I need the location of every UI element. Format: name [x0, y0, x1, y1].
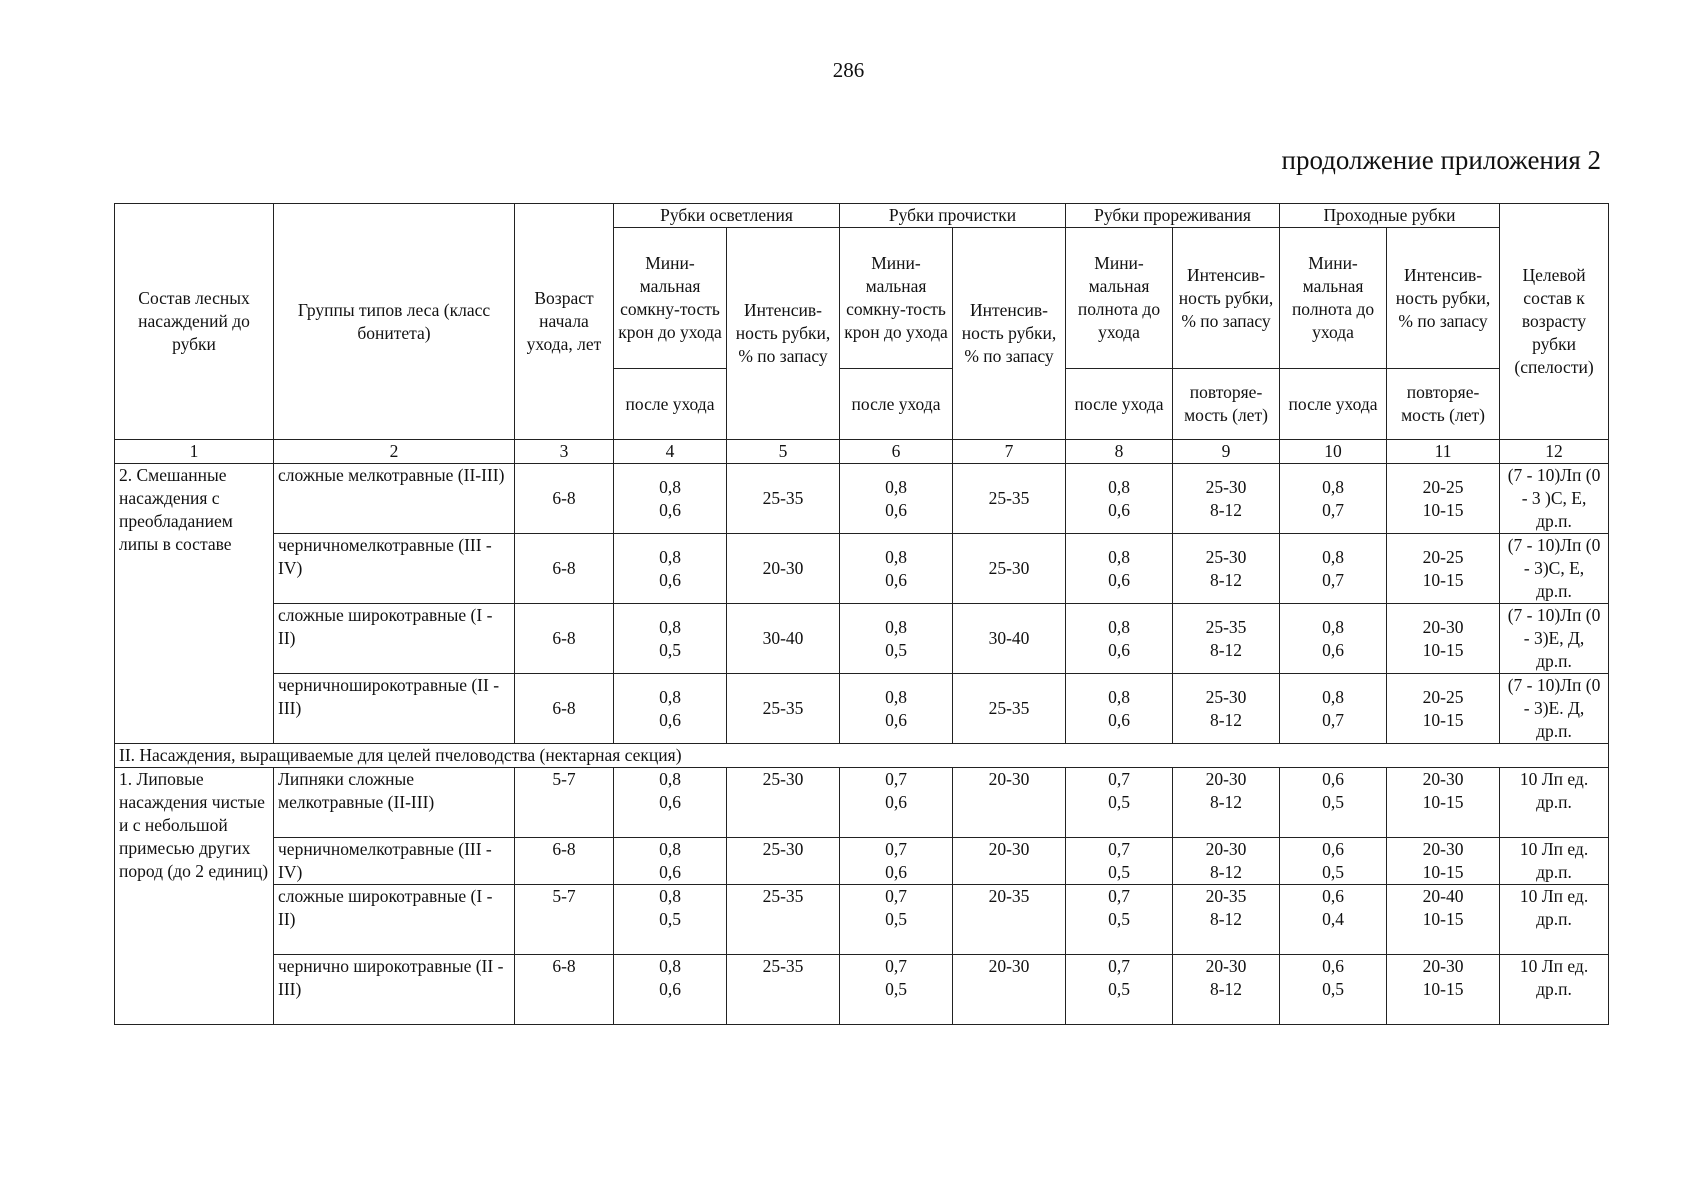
value-line: 0,6	[659, 979, 681, 999]
value-line: 20-30	[1422, 956, 1464, 976]
header-forest-groups: Группы типов леса (класс бонитета)	[274, 204, 515, 440]
section-title-row	[115, 744, 1609, 768]
value-cell	[1173, 604, 1280, 674]
value-cell	[1173, 534, 1280, 604]
start-age-cell: 6-8	[515, 674, 614, 744]
column-number: 9	[1173, 440, 1280, 464]
value-cell	[727, 838, 840, 885]
start-age-cell: 5-7	[515, 768, 614, 838]
value-cell	[840, 838, 953, 885]
value-line: 0,6	[659, 709, 681, 730]
value-line: 0,8	[1322, 546, 1344, 567]
value-line: 0,7	[885, 769, 907, 789]
table-body	[115, 464, 1609, 1025]
header-target: Целевой состав к возрасту рубки (спелости)	[1500, 204, 1609, 440]
value-line: 0,8	[659, 476, 681, 497]
value-cell	[840, 768, 953, 838]
header-repeatability: повторяе-мость (лет)	[1173, 369, 1280, 440]
value-cell	[1066, 838, 1173, 885]
value-line: 0,8	[1322, 616, 1344, 637]
value-line: 8-12	[1209, 639, 1243, 660]
value-cell	[1387, 534, 1500, 604]
value-line: 0,5	[1108, 979, 1130, 999]
header-composition: Состав лесных насаждений до рубки	[115, 204, 274, 440]
composition-cell: 2. Смешанные насаждения с преобладанием липы в составе	[115, 464, 274, 744]
value-cell	[727, 955, 840, 1025]
value-line: 20-25	[1422, 476, 1464, 497]
header-after-care: после ухода	[1066, 369, 1173, 440]
forest-group-cell: черничномелкотравные (III - IV)	[274, 534, 515, 604]
header-intensity: Интенсив-ность рубки, % по запасу	[727, 228, 840, 440]
value-cell	[840, 885, 953, 955]
value-cell	[1173, 464, 1280, 534]
table-row	[115, 464, 1609, 534]
forest-group-cell: Липняки сложные мелкотравные (II-III)	[274, 768, 515, 838]
value-line: 0,8	[659, 686, 681, 707]
value-line: 10-15	[1422, 909, 1464, 929]
value-line: 25-35	[762, 886, 804, 906]
value-line: 0,8	[659, 839, 681, 859]
page-number: 286	[832, 58, 865, 82]
value-line: 0,5	[1108, 792, 1130, 812]
value-line: 0,6	[1322, 886, 1344, 906]
value-cell	[1387, 955, 1500, 1025]
forest-group-cell: сложные мелкотравные (II-III)	[274, 464, 515, 534]
value-cell	[1066, 955, 1173, 1025]
value-cell	[614, 768, 727, 838]
column-number: 12	[1500, 440, 1609, 464]
forest-group-cell: черничномелкотравные (III - IV)	[274, 838, 515, 885]
value-line: 0,5	[1322, 792, 1344, 812]
value-cell	[727, 464, 840, 534]
value-line: 30-40	[988, 628, 1030, 648]
value-line: 0,5	[1108, 862, 1130, 882]
value-cell	[614, 604, 727, 674]
value-cell	[1280, 464, 1387, 534]
value-line: 0,6	[1108, 639, 1130, 660]
table-row	[115, 885, 1609, 955]
value-line: 25-30	[1205, 546, 1247, 567]
value-cell	[953, 838, 1066, 885]
column-number: 8	[1066, 440, 1173, 464]
value-line: 20-30	[1422, 769, 1464, 789]
value-line: 0,8	[885, 546, 907, 567]
value-cell	[727, 604, 840, 674]
start-age-cell: 6-8	[515, 838, 614, 885]
value-cell	[1387, 885, 1500, 955]
value-line: 20-30	[988, 769, 1030, 789]
section-title: II. Насаждения, выращиваемые для целей пчеловодства (нектарная секция)	[115, 744, 1609, 768]
value-line: 0,8	[1108, 686, 1130, 707]
value-cell	[614, 674, 727, 744]
forest-group-cell: чернично широкотравные (II - III)	[274, 955, 515, 1025]
value-cell	[1173, 955, 1280, 1025]
value-line: 0,8	[1108, 476, 1130, 497]
value-cell	[1387, 674, 1500, 744]
value-line: 0,4	[1322, 909, 1344, 929]
value-line: 0,7	[885, 956, 907, 976]
value-cell	[614, 464, 727, 534]
header-group-passage: Проходные рубки	[1280, 204, 1500, 228]
value-line: 0,8	[1322, 476, 1344, 497]
value-line: 25-35	[988, 488, 1030, 508]
table-row	[115, 674, 1609, 744]
value-cell	[840, 464, 953, 534]
value-cell	[727, 534, 840, 604]
value-cell	[953, 955, 1066, 1025]
header-after-care: после ухода	[840, 369, 953, 440]
value-line: 0,6	[885, 499, 907, 520]
composition-cell: 1. Липовые насаждения чистые и с небольшой примесью других пород (до 2 единиц)	[115, 768, 274, 1025]
value-line: 0,6	[885, 862, 907, 882]
value-cell	[1173, 885, 1280, 955]
value-line: 20-30	[1205, 769, 1247, 789]
value-line: 0,7	[885, 886, 907, 906]
value-line: 20-30	[1205, 956, 1247, 976]
value-line: 10-15	[1422, 709, 1464, 730]
value-line: 20-30	[1422, 616, 1464, 637]
value-line: 0,6	[659, 792, 681, 812]
value-line: 8-12	[1209, 792, 1243, 812]
value-cell	[1173, 768, 1280, 838]
value-line: 0,7	[1322, 709, 1344, 730]
value-line: 0,5	[885, 979, 907, 999]
column-number: 3	[515, 440, 614, 464]
target-composition-cell: (7 - 10)Лп (0 - 3)Е. Д, др.п.	[1500, 674, 1609, 744]
value-line: 0,6	[885, 569, 907, 590]
appendix-title: продолжение приложения 2	[1281, 145, 1601, 175]
target-composition-cell: (7 - 10)Лп (0 - 3)Е, Д, др.п.	[1500, 604, 1609, 674]
target-composition-cell: 10 Лп ед. др.п.	[1500, 768, 1609, 838]
value-line: 25-35	[762, 956, 804, 976]
value-line: 0,6	[1322, 769, 1344, 789]
header-after-care: после ухода	[614, 369, 727, 440]
value-cell	[1066, 768, 1173, 838]
value-line: 8-12	[1209, 499, 1243, 520]
column-number: 1	[115, 440, 274, 464]
value-line: 0,5	[1108, 909, 1130, 929]
value-line: 20-30	[988, 839, 1030, 859]
header-min-density: Мини-мальная полнота до ухода	[1280, 228, 1387, 369]
value-line: 0,8	[659, 886, 681, 906]
value-cell	[1173, 838, 1280, 885]
value-line: 0,5	[659, 909, 681, 929]
value-cell	[1066, 885, 1173, 955]
column-number: 10	[1280, 440, 1387, 464]
value-line: 0,7	[1108, 839, 1130, 859]
value-cell	[840, 674, 953, 744]
value-line: 20-35	[1205, 886, 1247, 906]
value-line: 0,7	[885, 839, 907, 859]
value-line: 20-30	[1422, 839, 1464, 859]
value-line: 20-30	[1205, 839, 1247, 859]
value-line: 10-15	[1422, 639, 1464, 660]
value-cell	[1387, 838, 1500, 885]
table-row	[115, 838, 1609, 885]
value-line: 20-30	[762, 558, 804, 578]
column-number: 2	[274, 440, 515, 464]
header-min-crown: Мини-мальная сомкну-тость крон до ухода	[614, 228, 727, 369]
value-line: 8-12	[1209, 569, 1243, 590]
value-line: 0,7	[1108, 956, 1130, 976]
value-line: 0,8	[659, 616, 681, 637]
value-line: 0,6	[1322, 956, 1344, 976]
header-group-clearing: Рубки осветления	[614, 204, 840, 228]
value-line: 25-30	[762, 839, 804, 859]
value-line: 8-12	[1209, 709, 1243, 730]
table-row	[115, 955, 1609, 1025]
value-cell	[1280, 604, 1387, 674]
target-composition-cell: (7 - 10)Лп (0 - 3)С, Е, др.п.	[1500, 534, 1609, 604]
value-line: 0,8	[659, 956, 681, 976]
value-line: 0,8	[1108, 546, 1130, 567]
value-line: 0,5	[885, 639, 907, 660]
value-cell	[614, 838, 727, 885]
value-line: 20-25	[1422, 686, 1464, 707]
value-line: 10-15	[1422, 792, 1464, 812]
column-number: 7	[953, 440, 1066, 464]
value-line: 10-15	[1422, 979, 1464, 999]
table-row	[115, 604, 1609, 674]
header-min-density: Мини-мальная полнота до ухода	[1066, 228, 1173, 369]
value-line: 0,8	[885, 616, 907, 637]
value-cell	[1387, 604, 1500, 674]
column-number: 6	[840, 440, 953, 464]
column-number: 11	[1387, 440, 1500, 464]
value-cell	[1066, 534, 1173, 604]
value-line: 10-15	[1422, 862, 1464, 882]
value-line: 0,5	[885, 909, 907, 929]
value-line: 0,6	[659, 862, 681, 882]
value-line: 0,6	[885, 792, 907, 812]
target-composition-cell: 10 Лп ед. др.п.	[1500, 838, 1609, 885]
value-line: 8-12	[1209, 979, 1243, 999]
value-cell	[1066, 464, 1173, 534]
value-line: 0,6	[1322, 639, 1344, 660]
value-cell	[1280, 768, 1387, 838]
value-cell	[1280, 955, 1387, 1025]
value-line: 0,5	[1322, 979, 1344, 999]
header-intensity: Интенсив-ность рубки, % по запасу	[953, 228, 1066, 440]
column-numbers-row	[115, 440, 1609, 464]
target-composition-cell: 10 Лп ед. др.п.	[1500, 955, 1609, 1025]
value-line: 0,7	[1322, 499, 1344, 520]
value-line: 10-15	[1422, 499, 1464, 520]
value-line: 20-35	[988, 886, 1030, 906]
value-line: 0,8	[659, 769, 681, 789]
forest-group-cell: сложные широкотравные (I - II)	[274, 604, 515, 674]
start-age-cell: 6-8	[515, 464, 614, 534]
value-cell	[840, 604, 953, 674]
value-cell	[614, 534, 727, 604]
value-line: 25-35	[762, 698, 804, 718]
value-line: 25-35	[762, 488, 804, 508]
header-intensity: Интенсив-ность рубки, % по запасу	[1173, 228, 1280, 369]
column-number: 4	[614, 440, 727, 464]
header-min-crown: Мини-мальная сомкну-тость крон до ухода	[840, 228, 953, 369]
value-cell	[727, 768, 840, 838]
header-repeatability: повторяе-мость (лет)	[1387, 369, 1500, 440]
header-after-care: после ухода	[1280, 369, 1387, 440]
value-cell	[840, 534, 953, 604]
value-cell	[953, 768, 1066, 838]
header-intensity: Интенсив-ность рубки, % по запасу	[1387, 228, 1500, 369]
value-cell	[1280, 674, 1387, 744]
value-line: 0,8	[1108, 616, 1130, 637]
value-line: 0,8	[885, 686, 907, 707]
value-line: 0,7	[1322, 569, 1344, 590]
value-cell	[953, 464, 1066, 534]
value-cell	[953, 534, 1066, 604]
value-line: 0,5	[1322, 862, 1344, 882]
table-row	[115, 534, 1609, 604]
value-cell	[1387, 464, 1500, 534]
forest-care-table	[114, 203, 1609, 1025]
value-cell	[840, 955, 953, 1025]
value-cell	[1066, 674, 1173, 744]
target-composition-cell: 10 Лп ед. др.п.	[1500, 885, 1609, 955]
value-cell	[1280, 534, 1387, 604]
value-line: 0,6	[1108, 499, 1130, 520]
value-line: 0,7	[1108, 769, 1130, 789]
value-line: 25-30	[1205, 686, 1247, 707]
start-age-cell: 6-8	[515, 534, 614, 604]
value-line: 0,8	[659, 546, 681, 567]
value-cell	[1280, 838, 1387, 885]
target-composition-cell: (7 - 10)Лп (0 - 3 )С, Е, др.п.	[1500, 464, 1609, 534]
header-group-cleaning: Рубки прочистки	[840, 204, 1066, 228]
value-cell	[1387, 768, 1500, 838]
value-line: 0,5	[659, 639, 681, 660]
value-cell	[953, 885, 1066, 955]
start-age-cell: 6-8	[515, 955, 614, 1025]
value-line: 25-30	[988, 558, 1030, 578]
value-line: 30-40	[762, 628, 804, 648]
value-cell	[953, 604, 1066, 674]
value-line: 0,6	[659, 569, 681, 590]
forest-group-cell: сложные широкотравные (I - II)	[274, 885, 515, 955]
table-row	[115, 768, 1609, 838]
value-line: 10-15	[1422, 569, 1464, 590]
header-group-thinning: Рубки прореживания	[1066, 204, 1280, 228]
value-line: 0,8	[885, 476, 907, 497]
column-number: 5	[727, 440, 840, 464]
value-line: 0,8	[1322, 686, 1344, 707]
value-line: 0,7	[1108, 886, 1130, 906]
value-line: 25-30	[762, 769, 804, 789]
header-start-age: Возраст начала ухода, лет	[515, 204, 614, 440]
value-line: 0,6	[885, 709, 907, 730]
value-line: 0,6	[1322, 839, 1344, 859]
value-line: 20-40	[1422, 886, 1464, 906]
value-cell	[614, 955, 727, 1025]
value-line: 25-35	[988, 698, 1030, 718]
value-line: 8-12	[1209, 862, 1243, 882]
forest-group-cell: черничноширокотравные (II - III)	[274, 674, 515, 744]
value-line: 0,6	[659, 499, 681, 520]
value-line: 0,6	[1108, 709, 1130, 730]
value-line: 25-35	[1205, 616, 1247, 637]
value-line: 20-30	[988, 956, 1030, 976]
value-cell	[727, 674, 840, 744]
start-age-cell: 6-8	[515, 604, 614, 674]
value-cell	[1066, 604, 1173, 674]
value-line: 0,6	[1108, 569, 1130, 590]
value-cell	[953, 674, 1066, 744]
start-age-cell: 5-7	[515, 885, 614, 955]
value-line: 25-30	[1205, 476, 1247, 497]
value-line: 20-25	[1422, 546, 1464, 567]
value-cell	[614, 885, 727, 955]
value-cell	[1173, 674, 1280, 744]
value-line: 8-12	[1209, 909, 1243, 929]
value-cell	[1280, 885, 1387, 955]
value-cell	[727, 885, 840, 955]
